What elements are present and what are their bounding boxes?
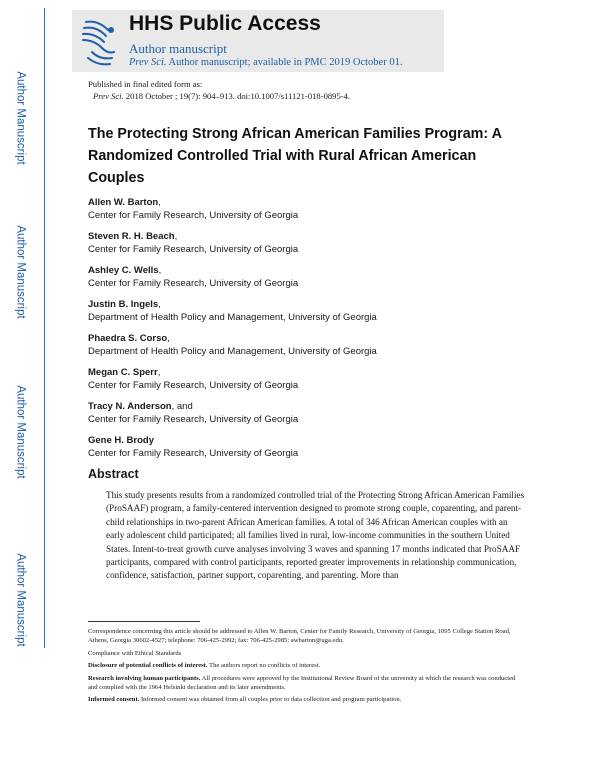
published-in-label: Published in final edited form as: <box>88 79 203 89</box>
author-list <box>88 196 528 468</box>
author-affiliation: Department of Health Policy and Management, University of Georgia <box>88 312 377 323</box>
research-note: Research involving human participants. All procedures were approved by the Institutional Review Board of the university at which the research was conducted and complied with the 1964 Helsinki declaration and its later amendments. <box>88 674 516 692</box>
sidebar-label-4: Author Manuscript <box>15 553 28 647</box>
author-name: Allen W. Barton <box>88 197 159 208</box>
author-entry: Steven R. H. Beach, Center for Family Research, University of Georgia <box>88 230 528 264</box>
footnotes <box>88 627 520 708</box>
author-name: Steven R. H. Beach <box>88 231 175 242</box>
availability-line: Prev Sci. Author manuscript; available in PMC 2019 October 01. <box>129 57 403 68</box>
hhs-eagle-logo-icon <box>78 16 120 68</box>
author-affiliation: Center for Family Research, University of Georgia <box>88 278 299 289</box>
sidebar-label-3: Author Manuscript <box>15 385 28 479</box>
author-name: Megan C. Sperr <box>88 367 158 378</box>
author-name: Tracy N. Anderson <box>88 401 172 412</box>
author-affiliation: Center for Family Research, University of Georgia <box>88 210 299 221</box>
sidebar-divider <box>44 8 45 648</box>
sidebar-label-2: Author Manuscript <box>15 225 28 319</box>
author-entry: Phaedra S. Corso, Department of Health Policy and Management, University of Georgia <box>88 332 528 366</box>
author-entry: Justin B. Ingels, Department of Health Policy and Management, University of Georgia <box>88 298 528 332</box>
author-affiliation: Center for Family Research, University of Georgia <box>88 244 299 255</box>
article-title: The Protecting Strong African American Families Program: A Randomized Controlled Trial with Rural African American Couples <box>88 126 502 186</box>
footnote-divider <box>88 621 200 622</box>
author-name: Phaedra S. Corso <box>88 333 168 344</box>
sidebar-label-1: Author Manuscript <box>15 71 28 165</box>
consent-note: Informed consent. Informed consent was obtained from all couples prior to data collection and program participation. <box>88 696 402 704</box>
author-affiliation: Department of Health Policy and Management, University of Georgia <box>88 346 377 357</box>
disclosure-note: Disclosure of potential conflicts of interest. The authors report no conflicts of interest. <box>88 662 321 670</box>
author-name: Justin B. Ingels <box>88 299 159 310</box>
correspondence-note: Correspondence concerning this article should be addressed to Allen W. Barton, Center for Family Research, University of Georgia, 1095 College Station Road, Athens, Georgia 30602-4527; telephone: 706-425-2992; fax: 706-425-2985; awbarton@uga.edu. <box>88 628 511 645</box>
author-affiliation: Center for Family Research, University of Georgia <box>88 380 299 391</box>
author-entry: Allen W. Barton, Center for Family Research, University of Georgia <box>88 196 528 230</box>
citation-line: Prev Sci. 2018 October ; 19(7): 904–913. doi:10.1007/s11121-018-0895-4. <box>93 91 351 101</box>
hhs-public-access-title: HHS Public Access <box>129 12 321 35</box>
author-affiliation: Center for Family Research, University of Georgia <box>88 414 299 425</box>
author-affiliation: Center for Family Research, University of Georgia <box>88 448 299 459</box>
abstract-text: This study presents results from a randomized controlled trial of the Protecting Strong African American Families (ProSAAF) program, a family-centered intervention designed to promote strong couple, coparenting, and parent-child relationships in two-parent African American families. A total of 346 African American couples with an early adolescent child participated; all families lived in rural, low-income communities in the southern United States. Intent-to-treat growth curve analyses involving 3 waves and spanning 17 months indicated that ProSAAF participants, compared with control participants, reported greater improvements in relationship communication, confidence, satisfaction, partner support, coparenting, and parenting. More than <box>106 490 525 581</box>
author-manuscript-label: Author manuscript <box>129 41 227 56</box>
author-entry: Megan C. Sperr, Center for Family Research, University of Georgia <box>88 366 528 400</box>
author-entry <box>88 434 528 468</box>
author-name: Gene H. Brody <box>88 435 154 446</box>
abstract-heading: Abstract <box>88 467 139 481</box>
author-entry: Tracy N. Anderson, and Center for Family Research, University of Georgia <box>88 400 528 434</box>
compliance-heading: Compliance with Ethical Standards <box>88 649 182 657</box>
author-name: Ashley C. Wells <box>88 265 159 276</box>
author-entry: Ashley C. Wells, Center for Family Research, University of Georgia <box>88 264 528 298</box>
